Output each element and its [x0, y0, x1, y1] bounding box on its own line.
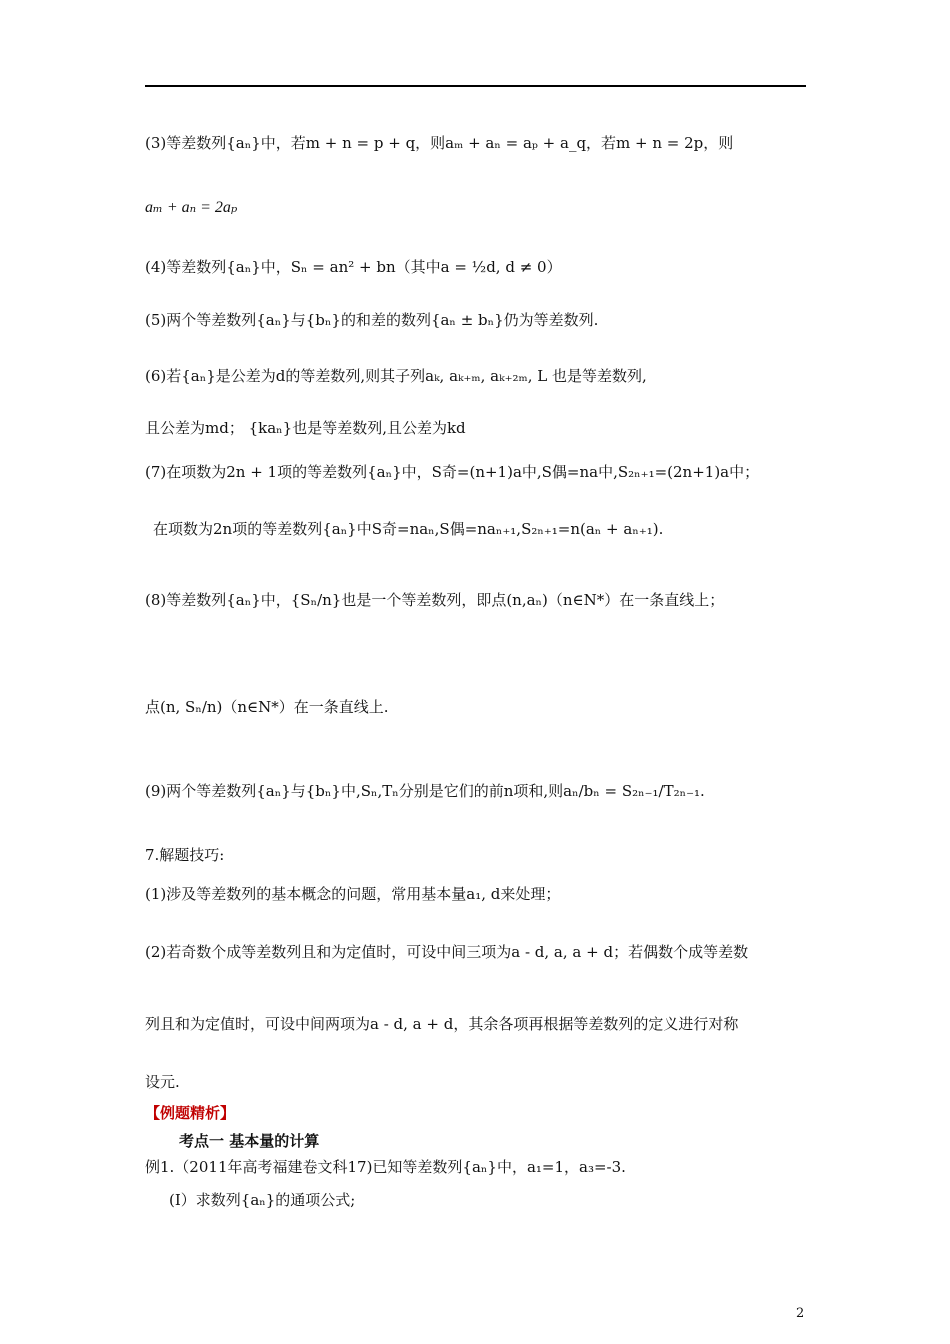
text-line-9: (9)两个等差数列{aₙ}与{bₙ}中,Sₙ,Tₙ分别是它们的前n项和,则aₙ/bₙ = S₂ₙ₋₁/T₂ₙ₋₁.: [145, 782, 705, 800]
tip-2-end: 设元.: [145, 1073, 180, 1091]
example-1: 例1.（2011年高考福建卷文科17)已知等差数列{aₙ}中，a₁=1，a₃=-3.: [145, 1158, 626, 1176]
text-line-7: (7)在项数为2n + 1项的等差数列{aₙ}中，S奇=(n+1)a中,S偶=na中,S₂ₙ₊₁=(2n+1)a中；: [145, 463, 760, 481]
text-line-4: (4)等差数列{aₙ}中，Sₙ = an² + bn（其中a = ½d, d ≠ 0）: [145, 258, 562, 276]
text-line-3-cont: aₘ + aₙ = 2aₚ: [145, 199, 238, 216]
text-line-6-cont: 且公差为md； {kaₙ}也是等差数列,且公差为kd: [145, 419, 466, 437]
text-line-3: (3)等差数列{aₙ}中，若m + n = p + q，则aₘ + aₙ = aₚ + a_q，若m + n = 2p，则: [145, 134, 734, 152]
text-line-8: (8)等差数列{aₙ}中，{Sₙ/n}也是一个等差数列，即点(n,aₙ)（n∈N*）在一条直线上；: [145, 591, 725, 609]
tip-2: (2)若奇数个成等差数列且和为定值时，可设中间三项为a - d, a, a + d；若偶数个成等差数: [145, 943, 749, 961]
tip-2-cont: 列且和为定值时，可设中间两项为a - d, a + d，其余各项再根据等差数列的定义进行对称: [145, 1015, 739, 1033]
page-number: 2: [796, 1306, 805, 1321]
tip-1: (1)涉及等差数列的基本概念的问题，常用基本量a₁, d来处理；: [145, 885, 561, 903]
header-rule: [145, 85, 806, 87]
text-line-5: (5)两个等差数列{aₙ}与{bₙ}的和差的数列{aₙ ± bₙ}仍为等差数列.: [145, 311, 599, 329]
text-line-6: (6)若{aₙ}是公差为d的等差数列,则其子列aₖ, aₖ₊ₘ, aₖ₊₂ₘ, L 也是等差数列,: [145, 367, 647, 385]
section-heading-tips: 7.解题技巧:: [145, 846, 225, 864]
section-heading-examples: 【例题精析】: [145, 1104, 236, 1122]
text-line-7-cont: 在项数为2n项的等差数列{aₙ}中S奇=naₙ,S偶=naₙ₊₁,S₂ₙ₊₁=n(aₙ + aₙ₊₁).: [153, 520, 664, 538]
text-line-8-cont: 点(n, Sₙ/n)（n∈N*）在一条直线上.: [145, 698, 389, 716]
topic-heading: 考点一 基本量的计算: [179, 1132, 320, 1150]
example-1-part-1: (Ⅰ）求数列{aₙ}的通项公式;: [169, 1191, 356, 1209]
